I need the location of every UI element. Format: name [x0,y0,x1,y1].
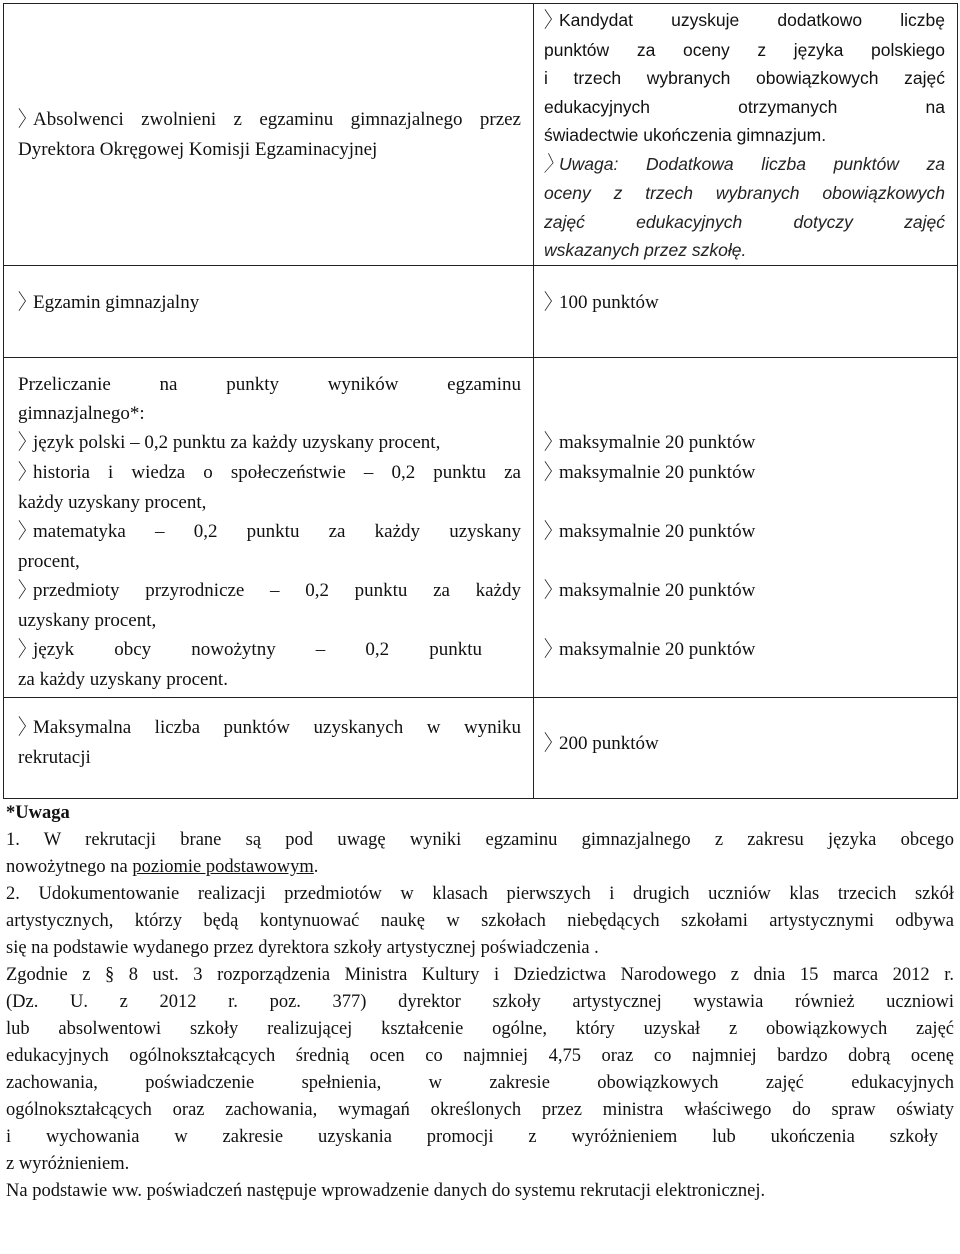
cell-extra-points: 〉Kandydat uzyskuje dodatkowo liczbę punktów za oceny z języka polskiego i trzech wybranych obowiązkowych zajęć edukacyjnych otrzymanych na świadectwie ukończenia gimnazjum. 〉Uwaga: Dodatkowa liczba punktów za oceny z trzech wybranych obowiązkowych zajęć edukacyjnych dotyczy zajęć wskazanych przez szkołę. [534,4,958,266]
cell-maximum-label: 〉Maksymalna liczba punktów uzyskanych w wyniku rekrutacji [4,698,534,799]
chevron-right-icon: 〉 [544,519,561,545]
list-item: 〉język obcy nowożytny – 0,2 punktu [18,635,482,665]
table-row-exempt [4,4,958,266]
chevron-right-icon: 〉 [18,519,35,545]
chevron-right-icon: 〉 [544,151,561,177]
chevron-right-icon: 〉 [18,430,35,456]
footnote-heading: *Uwaga [6,803,70,823]
extra-points-text: 〉Kandydat uzyskuje dodatkowo liczbę [544,6,945,36]
chevron-right-icon: 〉 [18,107,35,133]
chevron-right-icon: 〉 [544,430,561,456]
footnotes: *Uwaga 1. W rekrutacji brane są pod uwagę wyniki egzaminu gimnazjalnego z zakresu języka obcego nowożytnego na poziomie podstawowym. 2. Udokumentowanie realizacji przedmiotów w klasach pierwszych i drugich uczniów klas trzecich szkół artystycznych, którzy będą kontynuować naukę w szkołach niebędących szkołami artystycznymi odbywa się na podstawie wydanego przez dyrektora szkoły artystycznej poświadczenia . Zgodnie z § 8 ust. 3 rozporządzenia Ministra Kultury i Dziedzictwa Narodowego z dnia 15 marca 2012 r. (Dz. U. z 2012 r. poz. 377) dyrektor szkoły artystycznej wystawia również uczniowi lub absolwentowi szkoły realizującej kształcenie ogólne, który uzyskał z obowiązkowych zajęć edukacyjnych ogólnokształcących średnią ocen co najmniej 4,75 oraz co najmniej bardzo dobrą ocenę zachowania, poświadczenie spełnienia, w zakresie obowiązkowych zajęć edukacyjnych ogólnokształcących oraz zachowania, wymagań określonych przez ministra właściwego do spraw oświaty i wychowania w zakresie uzyskania promocji z wyróżnieniem lub ukończenia szkoły z wyróżnieniem. Na podstawie ww. poświadczeń następuje wprowadzenie danych do systemu rekrutacji elektronicznej. [6,800,954,1205]
chevron-right-icon: 〉 [544,731,561,757]
max-points-item: 〉maksymalnie 20 punktów [544,428,945,458]
footnote-last-line: Na podstawie ww. poświadczeń następuje wprowadzenie danych do systemu rekrutacji elektronicznej. [6,1181,766,1201]
cell-conversion-rules: Przeliczanie na punkty wyników egzaminu gimnazjalnego*: 〉język polski – 0,2 punktu za każdy uzyskany procent, 〉historia i wiedza o społeczeństwie – 0,2 punktu za każdy uzyskany procent, 〉matematyka – 0,2 punktu za każdy uzyskany procent, 〉przedmioty przyrodnicze – 0,2 punktu za każdy uzyskany procent, 〉język obcy nowożytny – 0,2 punktu za każdy uzyskany procent. [4,358,534,698]
chevron-right-icon: 〉 [544,290,561,316]
chevron-right-icon: 〉 [18,290,35,316]
cell-exempt-graduates [4,4,534,266]
max-points-item: 〉maksymalnie 20 punktów [544,635,945,665]
chevron-right-icon: 〉 [544,637,561,663]
list-item: 〉matematyka – 0,2 punktu za każdy uzyskany [18,517,521,547]
table-row-exam [4,266,958,358]
conversion-title: Przeliczanie na punkty wyników egzaminu [18,374,521,395]
list-item: 〉przedmioty przyrodnicze – 0,2 punktu za każdy [18,576,521,606]
max-points-item: 〉maksymalnie 20 punktów [544,517,945,547]
list-item: 〉historia i wiedza o społeczeństwie – 0,2 punktu za [18,458,521,488]
chevron-right-icon: 〉 [18,460,35,486]
chevron-right-icon: 〉 [18,637,35,663]
cell-exam-points: 〉100 punktów [534,266,958,358]
cell-exam-label: 〉Egzamin gimnazjalny [4,266,534,358]
exempt-graduates-text: 〉Absolwenci zwolnieni z egzaminu gimnazjalnego przez Dyrektora Okręgowej Komisji Egzaminacyjnej [18,105,521,164]
table-row-maximum [4,698,958,799]
table-row-conversion [4,358,958,698]
chevron-right-icon: 〉 [544,578,561,604]
extra-points-note: 〉Uwaga: Dodatkowa liczba punktów za [544,150,945,180]
max-points-item: 〉maksymalnie 20 punktów [544,458,945,488]
list-item: 〉język polski – 0,2 punktu za każdy uzyskany procent, [18,428,521,458]
chevron-right-icon: 〉 [544,460,561,486]
cell-conversion-max [534,358,958,698]
cell-maximum-points: 〉200 punktów [534,698,958,799]
chevron-right-icon: 〉 [544,8,561,34]
recruitment-points-table [3,3,958,799]
max-points-item: 〉maksymalnie 20 punktów [544,576,945,606]
chevron-right-icon: 〉 [18,715,35,741]
chevron-right-icon: 〉 [18,578,35,604]
